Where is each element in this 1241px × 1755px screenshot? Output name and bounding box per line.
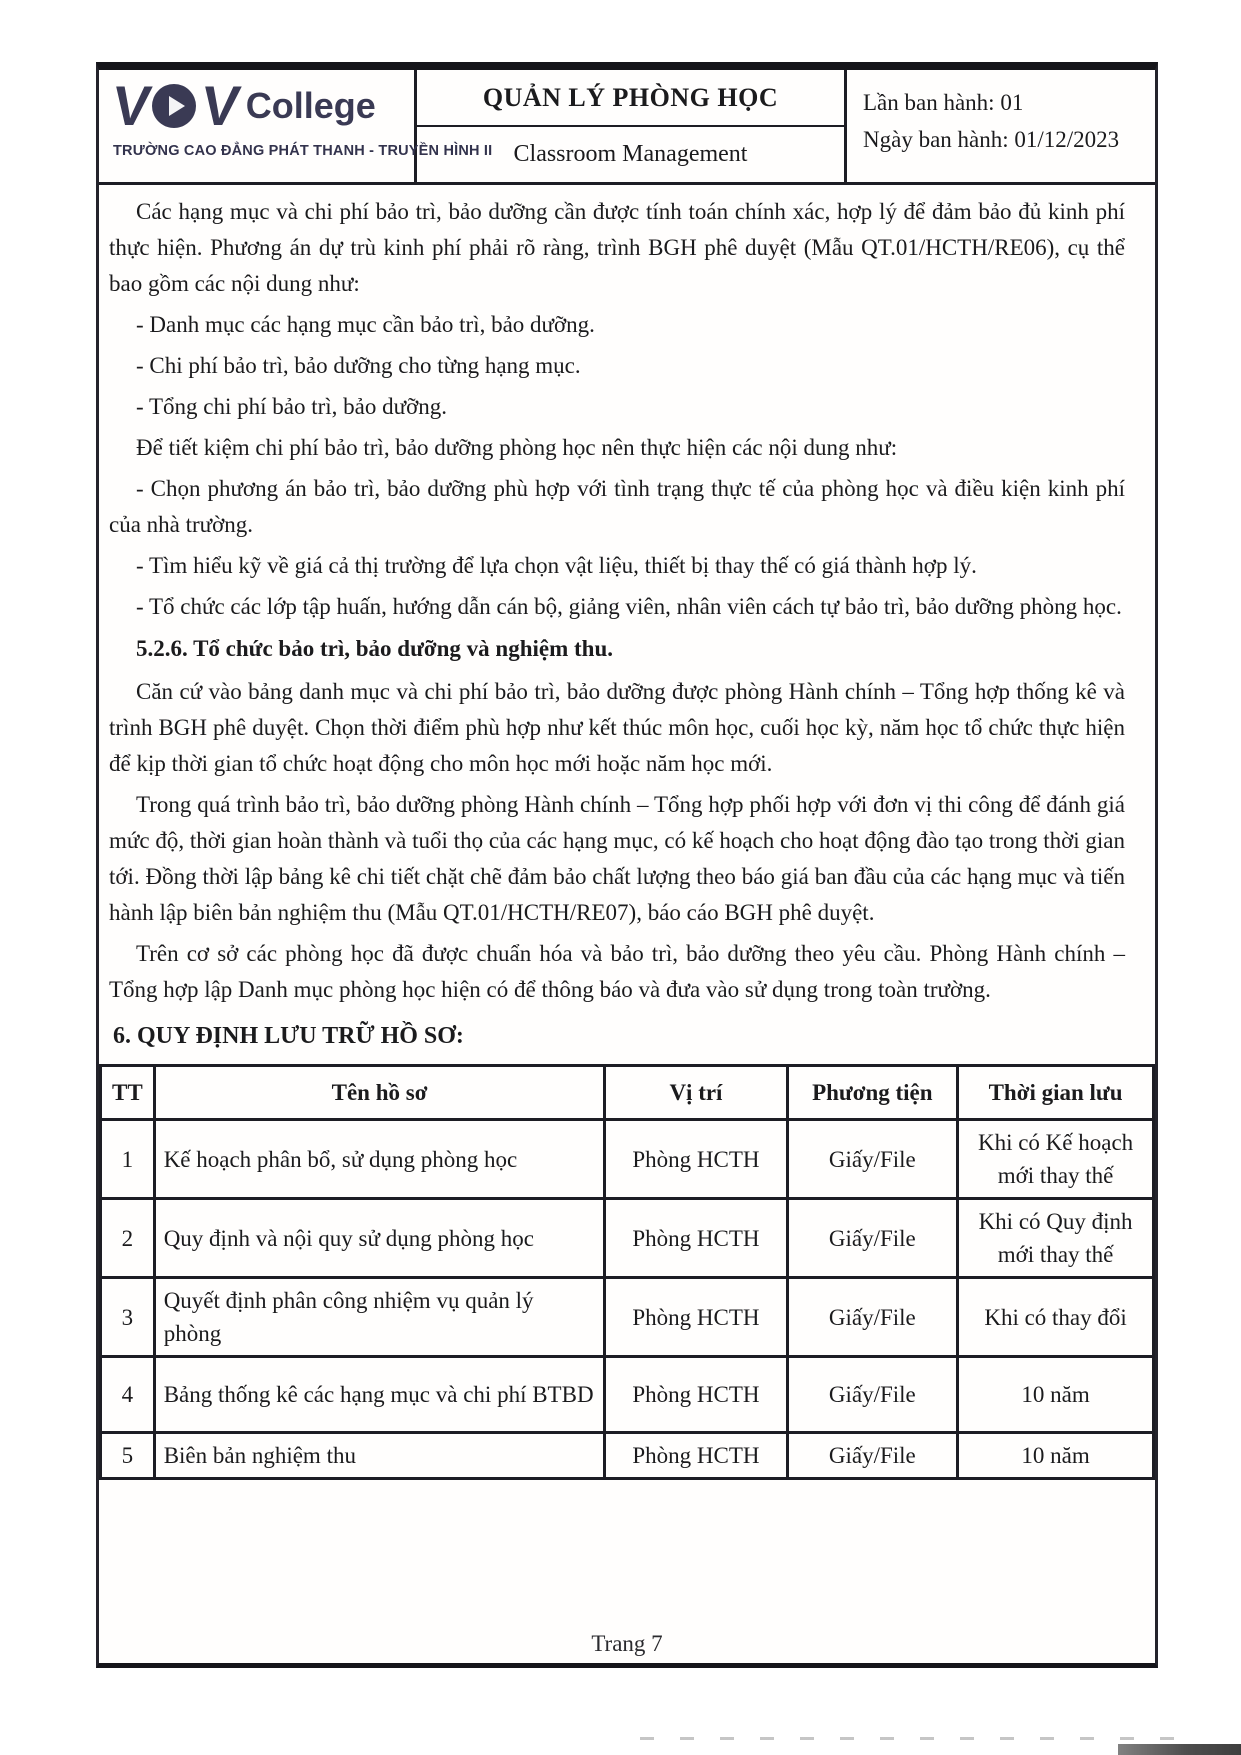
logo-cell bbox=[99, 70, 493, 182]
cell-tt: 3 bbox=[101, 1278, 155, 1357]
cell-phuongtien: Giấy/File bbox=[787, 1120, 958, 1199]
cell-thoigian: 10 năm bbox=[958, 1433, 1154, 1479]
cell-tt: 4 bbox=[101, 1357, 155, 1433]
vov-college-logo bbox=[108, 74, 406, 137]
document-header bbox=[99, 70, 1155, 185]
logo-letter-v: V bbox=[198, 74, 241, 137]
column-header: Tên hồ sơ bbox=[154, 1066, 605, 1120]
table-header-row bbox=[101, 1066, 1154, 1120]
cell-thoigian: Khi có Quy định mới thay thế bbox=[958, 1199, 1154, 1278]
cell-vitri: Phòng HCTH bbox=[605, 1120, 787, 1199]
cell-tt: 5 bbox=[101, 1433, 155, 1479]
table-body bbox=[101, 1120, 1154, 1479]
document-body bbox=[99, 185, 1155, 1054]
paragraph: Trong quá trình bảo trì, bảo dưỡng phòng Hành chính – Tổng hợp phối hợp với đơn vị thi công để đánh giá mức độ, thời gian hoàn thành và tuổi thọ của các hạng mục, có kế hoạch cho hoạt động đào tạo trong thời gian tới. Đồng thời lập bảng kê chi tiết chặt chẽ đảm bảo chất lượng theo báo giá ban đầu của các hạng mục và tiến hành lập biên bản nghiệm thu (Mẫu QT.01/HCTH/RE07), báo cáo BGH phê duyệt. bbox=[109, 792, 1125, 925]
logo-college-text: College bbox=[245, 85, 376, 126]
cell-ten: Bảng thống kê các hạng mục và chi phí BTBD bbox=[154, 1357, 605, 1433]
cell-vitri: Phòng HCTH bbox=[605, 1357, 787, 1433]
cell-ten: Biên bản nghiệm thu bbox=[154, 1433, 605, 1479]
document-frame bbox=[96, 62, 1158, 1668]
cell-vitri: Phòng HCTH bbox=[605, 1278, 787, 1357]
logo-letter-v: V bbox=[108, 74, 151, 137]
issue-cell bbox=[847, 70, 1155, 182]
paragraph: Trên cơ sở các phòng học đã được chuẩn hóa và bảo trì, bảo dưỡng theo yêu cầu. Phòng Hành chính – Tổng hợp lập Danh mục phòng học hiện có để thông báo và đưa vào sử dụng trong toàn trường. bbox=[109, 941, 1125, 1002]
section-heading: 5.2.6. Tổ chức bảo trì, bảo dưỡng và nghiệm thu. bbox=[136, 636, 613, 661]
paragraph: - Chọn phương án bảo trì, bảo dưỡng phù hợp với tình trạng thực tế của phòng học và điều kiện kinh phí của nhà trường. bbox=[109, 476, 1125, 537]
cell-ten: Kế hoạch phân bổ, sử dụng phòng học bbox=[154, 1120, 605, 1199]
column-header: Phương tiện bbox=[787, 1066, 958, 1120]
paragraph: - Danh mục các hạng mục cần bảo trì, bảo dưỡng. bbox=[136, 312, 595, 337]
paragraph: Để tiết kiệm chi phí bảo trì, bảo dưỡng phòng học nên thực hiện các nội dung như: bbox=[136, 435, 898, 460]
paragraph: Căn cứ vào bảng danh mục và chi phí bảo trì, bảo dưỡng được phòng Hành chính – Tổng hợp thống kê và trình BGH phê duyệt. Chọn thời điểm phù hợp như kết thúc môn học, cuối học kỳ, năm học tổ chức thực hiện để kịp thời gian tổ chức hoạt động cho môn học mới hoặc năm học mới. bbox=[109, 679, 1125, 776]
column-header: Vị trí bbox=[605, 1066, 787, 1120]
play-icon bbox=[152, 84, 196, 128]
paragraph: Các hạng mục và chi phí bảo trì, bảo dưỡng cần được tính toán chính xác, hợp lý để đảm bảo đủ kinh phí thực hiện. Phương án dự trù kinh phí phải rõ ràng, trình BGH phê duyệt (Mẫu QT.01/HCTH/RE06), cụ thể bao gồm các nội dung như: bbox=[109, 199, 1125, 296]
section-heading: 6. QUY ĐỊNH LƯU TRỮ HỒ SƠ: bbox=[113, 1023, 464, 1049]
cell-phuongtien: Giấy/File bbox=[787, 1357, 958, 1433]
scan-artifact-smudge bbox=[1118, 1744, 1241, 1755]
cell-thoigian: 10 năm bbox=[958, 1357, 1154, 1433]
cell-phuongtien: Giấy/File bbox=[787, 1199, 958, 1278]
cell-ten: Quy định và nội quy sử dụng phòng học bbox=[154, 1199, 605, 1278]
table-row bbox=[101, 1199, 1154, 1278]
cell-thoigian: Khi có Kế hoạch mới thay thế bbox=[958, 1120, 1154, 1199]
table-row bbox=[101, 1357, 1154, 1433]
cell-phuongtien: Giấy/File bbox=[787, 1433, 958, 1479]
paragraph: - Tìm hiểu kỹ về giá cả thị trường để lựa chọn vật liệu, thiết bị thay thế có giá thành hợp lý. bbox=[136, 553, 977, 578]
document-title-en: Classroom Management bbox=[513, 141, 748, 167]
column-header: Thời gian lưu bbox=[958, 1066, 1154, 1120]
cell-vitri: Phòng HCTH bbox=[605, 1199, 787, 1278]
column-header: TT bbox=[101, 1066, 155, 1120]
cell-ten: Quyết định phân công nhiệm vụ quản lý phòng bbox=[154, 1278, 605, 1357]
issue-number: Lần ban hành: 01 bbox=[863, 90, 1024, 115]
cell-tt: 2 bbox=[101, 1199, 155, 1278]
document-title-vi: QUẢN LÝ PHÒNG HỌC bbox=[417, 70, 844, 127]
table-row bbox=[101, 1120, 1154, 1199]
cell-vitri: Phòng HCTH bbox=[605, 1433, 787, 1479]
paragraph: - Chi phí bảo trì, bảo dưỡng cho từng hạng mục. bbox=[136, 353, 581, 378]
cell-tt: 1 bbox=[101, 1120, 155, 1199]
cell-thoigian: Khi có thay đổi bbox=[958, 1278, 1154, 1357]
page-number: Trang 7 bbox=[591, 1631, 663, 1656]
table-row bbox=[101, 1433, 1154, 1479]
scan-artifact-dust bbox=[640, 1737, 1200, 1740]
records-retention-table bbox=[99, 1064, 1155, 1480]
paragraph: - Tổng chi phí bảo trì, bảo dưỡng. bbox=[136, 394, 448, 419]
paragraph: - Tổ chức các lớp tập huấn, hướng dẫn cán bộ, giảng viên, nhân viên cách tự bảo trì, bảo dưỡng phòng học. bbox=[136, 594, 1122, 619]
logo-tagline: TRƯỜNG CAO ĐẲNG PHÁT THANH - TRUYỀN HÌNH II bbox=[113, 143, 493, 159]
table-row bbox=[101, 1278, 1154, 1357]
issue-date: Ngày ban hành: 01/12/2023 bbox=[863, 127, 1120, 152]
title-cell bbox=[417, 70, 847, 182]
cell-phuongtien: Giấy/File bbox=[787, 1278, 958, 1357]
